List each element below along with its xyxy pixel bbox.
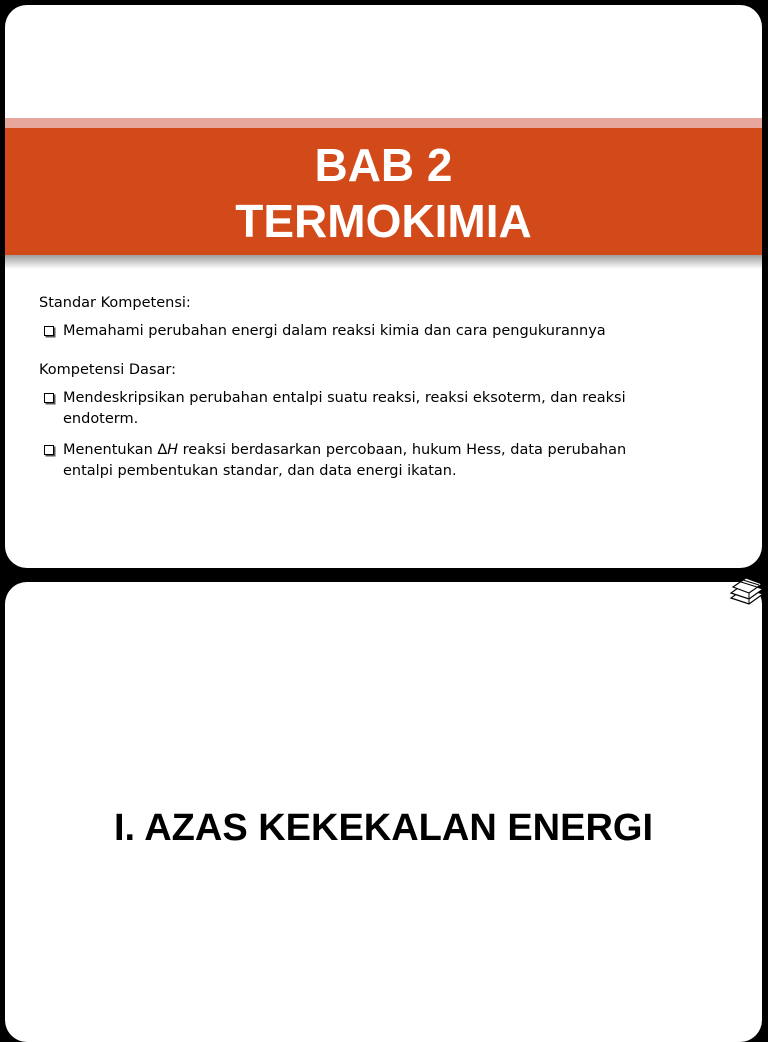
- slide-2-title: I. AZAS KEKEKALAN ENERGI: [113, 807, 654, 849]
- dasar-item-2: [39, 440, 679, 482]
- slide-1: [5, 5, 762, 568]
- title-shadow: [5, 255, 762, 269]
- competency-content: [39, 293, 679, 492]
- enthalpy-h: H: [167, 442, 179, 458]
- dasar-item-2-prefix: Menentukan: [63, 442, 158, 458]
- delta-symbol: ∆: [157, 442, 168, 458]
- slide-2: [5, 582, 762, 1042]
- title-band: [5, 128, 762, 255]
- title-line-2: TERMOKIMIA: [235, 195, 532, 247]
- book-stack-icon: [729, 576, 765, 606]
- dasar-item-1-text: Mendeskripsikan perubahan entalpi suatu reaksi, reaksi eksoterm, dan reaksi endoterm.: [63, 390, 626, 427]
- standar-item: [39, 321, 679, 342]
- dasar-item-1: [39, 388, 679, 430]
- standar-kompetensi-heading: Standar Kompetensi:: [39, 295, 191, 311]
- title-top-strip: [5, 118, 762, 128]
- checkbox-bullet-icon: [44, 393, 54, 403]
- checkbox-bullet-icon: [44, 326, 54, 336]
- title-line-1: BAB 2: [314, 139, 453, 191]
- checkbox-bullet-icon: [44, 445, 54, 455]
- standar-item-text: Memahami perubahan energi dalam reaksi kimia dan cara pengukurannya: [63, 323, 606, 339]
- dasar-item-2-suffix: reaksi berdasarkan percobaan, hukum Hess, data perubahan entalpi pembentukan standar, dan data energi ikatan.: [63, 442, 627, 479]
- kompetensi-dasar-heading: Kompetensi Dasar:: [39, 362, 176, 378]
